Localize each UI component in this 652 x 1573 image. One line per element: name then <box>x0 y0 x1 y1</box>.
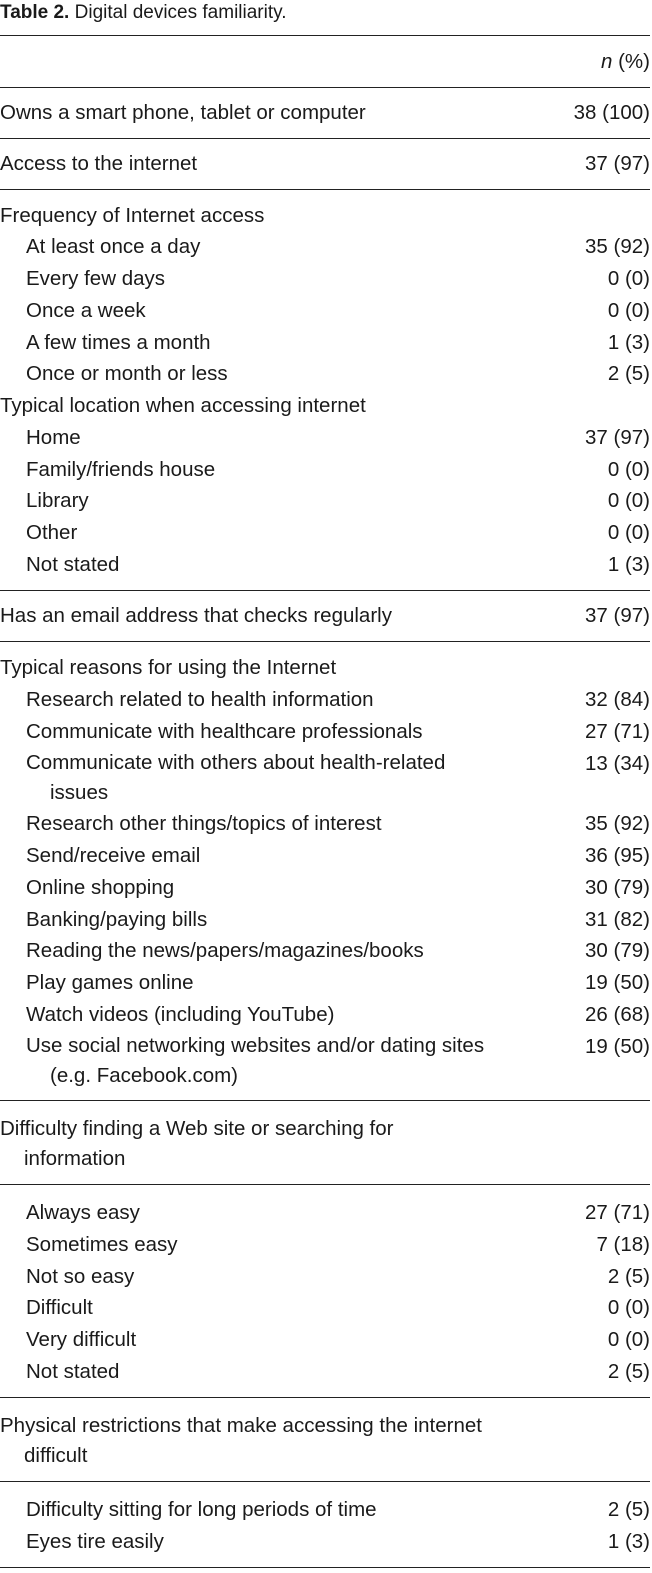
row-label: Very difficult <box>26 1328 137 1351</box>
row-label: Online shopping <box>26 876 175 899</box>
row-value: 37 (97) <box>585 152 650 175</box>
row-label-continuation: issues <box>50 781 109 804</box>
row-label: Access to the internet <box>0 152 198 175</box>
row-label: Once a week <box>26 299 146 322</box>
row-value: 30 (79) <box>585 876 650 899</box>
row-label: Every few days <box>26 267 165 290</box>
row-label: Send/receive email <box>26 844 201 867</box>
row-value: 1 (3) <box>607 553 650 576</box>
row-value: 1 (3) <box>607 331 650 354</box>
row-value: 0 (0) <box>607 299 650 322</box>
section-rule <box>0 138 650 139</box>
section-rule <box>0 1100 650 1101</box>
row-label: Communicate with healthcare professionals <box>26 720 423 743</box>
row-value: 0 (0) <box>607 521 650 544</box>
row-label: Has an email address that checks regularly <box>0 604 392 627</box>
row-label: Always easy <box>26 1201 140 1224</box>
row-value: 37 (97) <box>585 604 650 627</box>
row-value: 0 (0) <box>607 267 650 290</box>
row-label: At least once a day <box>26 235 201 258</box>
row-label: Difficult <box>26 1296 93 1319</box>
row-value: 38 (100) <box>573 101 650 124</box>
section-rule <box>0 189 650 190</box>
column-header: n (%) <box>601 50 650 73</box>
section-title: Frequency of Internet access <box>0 204 265 227</box>
row-label: Watch videos (including YouTube) <box>26 1003 335 1026</box>
row-label: Sometimes easy <box>26 1233 178 1256</box>
row-value: 0 (0) <box>607 458 650 481</box>
section-rule <box>0 1481 650 1482</box>
section-rule <box>0 641 650 642</box>
row-label: Other <box>26 521 78 544</box>
row-label: Not so easy <box>26 1265 135 1288</box>
row-value: 7 (18) <box>596 1233 650 1256</box>
section-title-continuation: information <box>24 1147 126 1170</box>
row-label: A few times a month <box>26 331 211 354</box>
row-value: 1 (3) <box>607 1530 650 1553</box>
section-title: Physical restrictions that make accessing the internet difficult <box>0 1411 600 1471</box>
row-label: Use social networking websites and/or dating sites (e.g. Facebook.com) <box>26 1031 526 1091</box>
section-rule <box>0 590 650 591</box>
row-value: 27 (71) <box>585 1201 650 1224</box>
section-rule <box>0 1184 650 1185</box>
row-value: 13 (34) <box>585 752 650 775</box>
row-label: Play games online <box>26 971 194 994</box>
row-label: Communicate with others about health-related issues <box>26 748 526 808</box>
table-number: Table 2. <box>0 2 70 23</box>
top-rule <box>0 35 650 36</box>
row-value: 36 (95) <box>585 844 650 867</box>
row-value: 35 (92) <box>585 235 650 258</box>
row-value: 2 (5) <box>607 1265 650 1288</box>
row-value: 30 (79) <box>585 939 650 962</box>
section-title-continuation: difficult <box>24 1444 88 1467</box>
row-label: Reading the news/papers/magazines/books <box>26 939 424 962</box>
row-label: Not stated <box>26 553 120 576</box>
row-label: Research related to health information <box>26 688 374 711</box>
row-value: 37 (97) <box>585 426 650 449</box>
row-value: 2 (5) <box>607 1360 650 1383</box>
row-value: 0 (0) <box>607 1328 650 1351</box>
row-label: Banking/paying bills <box>26 908 208 931</box>
bottom-rule <box>0 1567 650 1568</box>
row-label: Difficulty sitting for long periods of time <box>26 1498 377 1521</box>
section-title: Typical reasons for using the Internet <box>0 656 337 679</box>
section-rule <box>0 1397 650 1398</box>
row-label: Research other things/topics of interest <box>26 812 382 835</box>
row-value: 31 (82) <box>585 908 650 931</box>
row-value: 27 (71) <box>585 720 650 743</box>
row-label: Owns a smart phone, tablet or computer <box>0 101 366 124</box>
table-caption <box>0 0 287 28</box>
row-value: 0 (0) <box>607 489 650 512</box>
row-label: Library <box>26 489 89 512</box>
section-title: Difficulty finding a Web site or searching for information <box>0 1114 520 1174</box>
header-rule <box>0 87 650 88</box>
row-value: 19 (50) <box>585 971 650 994</box>
row-value: 32 (84) <box>585 688 650 711</box>
row-label: Family/friends house <box>26 458 216 481</box>
row-value: 0 (0) <box>607 1296 650 1319</box>
section-title: Typical location when accessing internet <box>0 394 366 417</box>
row-value: 19 (50) <box>585 1035 650 1058</box>
row-value: 2 (5) <box>607 362 650 385</box>
row-value: 26 (68) <box>585 1003 650 1026</box>
row-label-continuation: (e.g. Facebook.com) <box>50 1064 238 1087</box>
row-label: Once or month or less <box>26 362 228 385</box>
row-value: 35 (92) <box>585 812 650 835</box>
row-label: Home <box>26 426 81 449</box>
row-value: 2 (5) <box>607 1498 650 1521</box>
table-title: Digital devices familiarity. <box>74 2 287 23</box>
row-label: Not stated <box>26 1360 120 1383</box>
row-label: Eyes tire easily <box>26 1530 164 1553</box>
